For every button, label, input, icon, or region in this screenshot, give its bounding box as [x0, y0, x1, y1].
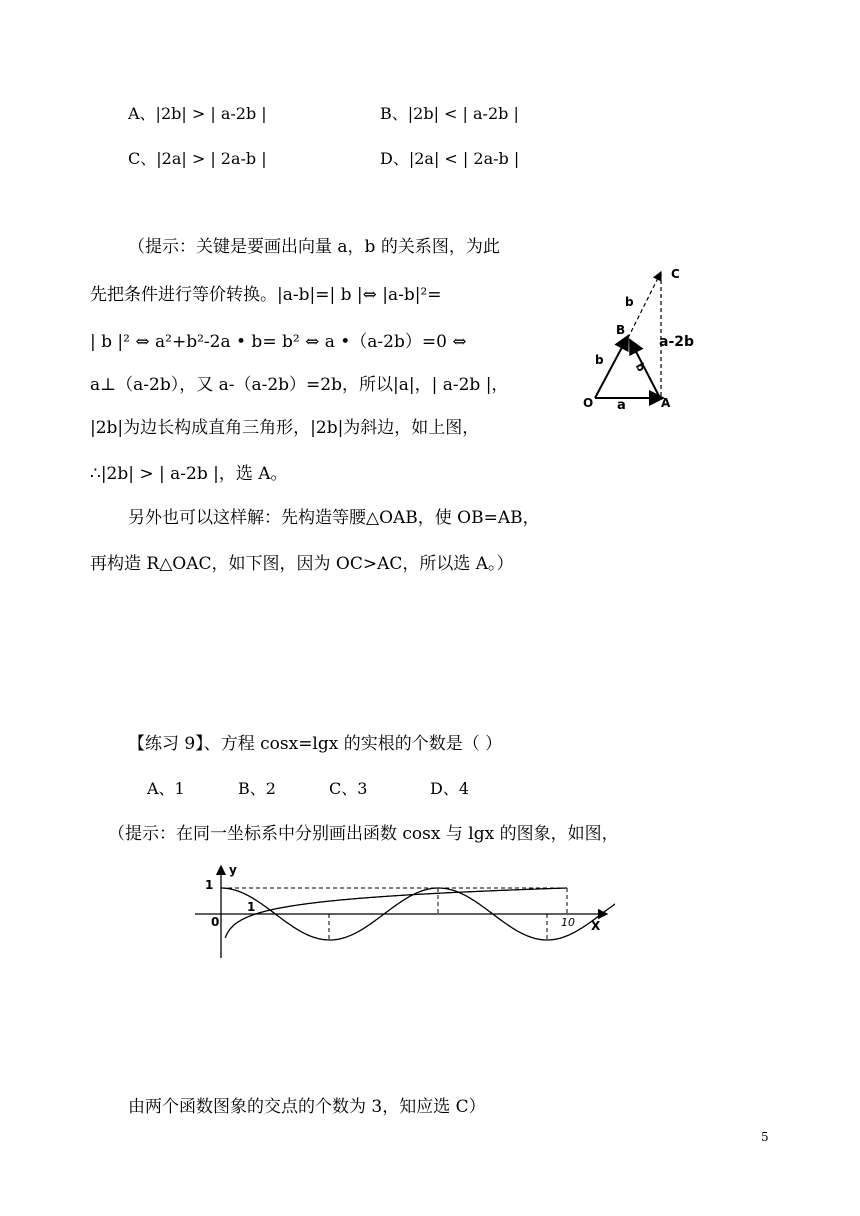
page-number: 5: [761, 1130, 769, 1144]
option-b: B、|2b| < | a-2b |: [380, 104, 519, 123]
exercise9-option-a: A、1: [147, 779, 185, 798]
label-one-y: 1: [205, 878, 214, 892]
cos-lg-graph: [195, 858, 615, 963]
label-one-x: 1: [247, 900, 256, 914]
label-o: O: [583, 396, 594, 410]
hint-line-3: | b |² ⇔ a²+b²-2a • b= b² ⇔ a •（a-2b）=0 ⇔: [90, 332, 467, 352]
exercise9-option-d: D、4: [430, 779, 470, 798]
exercise9-option-b: B、2: [238, 779, 276, 798]
option-d: D、|2a| < | 2a-b |: [380, 149, 520, 168]
label-b-left: b: [595, 353, 604, 367]
vector-triangle-diagram: [575, 258, 725, 418]
exercise9-question: 【练习 9】、方程 cosx=lgx 的实根的个数是（ ）: [128, 734, 503, 754]
vector-ob-line: [595, 336, 628, 398]
label-a-point: A: [661, 396, 671, 410]
label-y: y: [229, 863, 237, 877]
hint-line-6: ∴|2b| > | a-2b |，选 A。: [90, 464, 288, 484]
label-x: X: [591, 919, 601, 933]
hint-line-1: （提示：关键是要画出向量 a，b 的关系图，为此: [128, 237, 500, 257]
exercise9-option-c: C、3: [329, 779, 368, 798]
hint-line-7: 另外也可以这样解：先构造等腰△OAB，使 OB=AB，: [128, 508, 540, 528]
option-c: C、|2a| > | 2a-b |: [128, 149, 267, 168]
hint-line-4: a⊥（a-2b），又 a-（a-2b）=2b，所以|a|，| a-2b |，: [90, 375, 509, 395]
label-ten: 10: [561, 916, 575, 929]
exercise9-conclusion: 由两个函数图象的交点的个数为 3，知应选 C）: [128, 1097, 486, 1117]
label-b-mid: b: [632, 360, 648, 374]
label-zero: 0: [211, 915, 220, 929]
label-a-vector: a: [617, 398, 626, 413]
option-a: A、|2b| > | a-2b |: [128, 104, 267, 123]
label-b-point: B: [616, 323, 626, 337]
hint-line-8: 再构造 R△OAC，如下图，因为 OC>AC，所以选 A。）: [90, 554, 514, 574]
hint-line-2: 先把条件进行等价转换。|a-b|=| b |⇔ |a-b|²=: [90, 285, 442, 305]
label-a-2b: a-2b: [659, 334, 695, 350]
label-c: C: [671, 267, 680, 281]
label-b-top: b: [625, 295, 634, 309]
exercise9-hint: （提示：在同一坐标系中分别画出函数 cosx 与 lgx 的图象，如图，: [108, 824, 619, 844]
hint-line-5: |2b|为边长构成直角三角形，|2b|为斜边，如上图，: [90, 418, 480, 438]
